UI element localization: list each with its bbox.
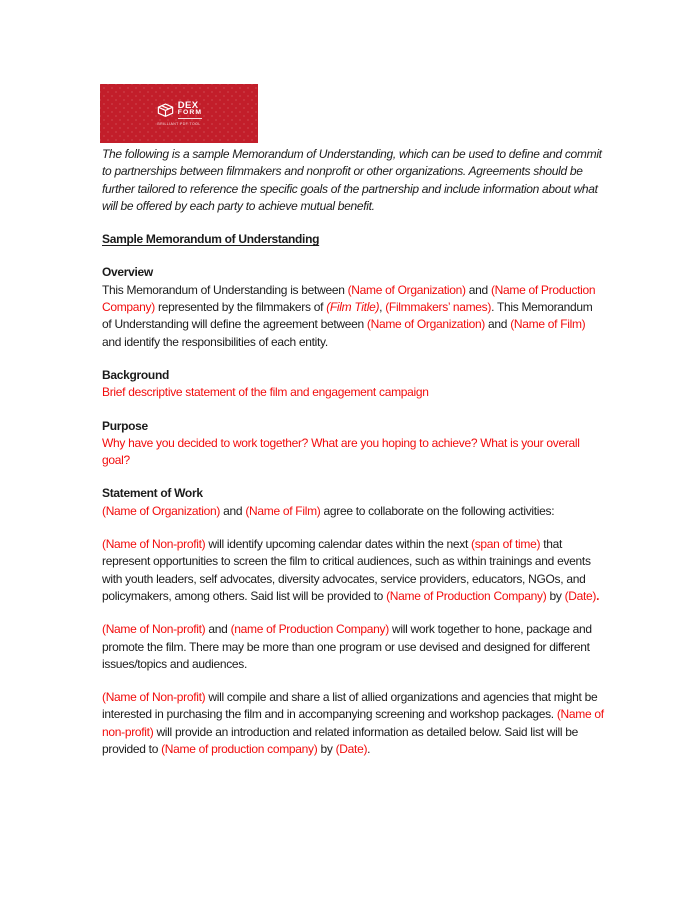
- text-run: (Name of Non-profit): [102, 690, 206, 705]
- text-run: and identify the responsibilities of each entity.: [102, 334, 328, 349]
- text-run: (span of time): [471, 537, 541, 552]
- text-run: .: [367, 742, 371, 757]
- logo-brand-bottom: FORM: [178, 110, 202, 119]
- paragraph: [102, 503, 604, 520]
- text-run: agree to collaborate on the following activities:: [320, 503, 555, 518]
- text-run: by: [546, 588, 565, 603]
- text-run: (Film Title): [326, 300, 380, 315]
- logo-brand: [178, 101, 202, 119]
- text-run: represented by the filmmakers of: [154, 300, 327, 315]
- paragraph: [102, 536, 604, 605]
- text-run: (Name of Non-profit): [102, 622, 206, 637]
- text-run: (name of Production Company): [230, 622, 389, 637]
- document-body: [102, 146, 604, 758]
- text-run: will work together to hone, package and promote the film. There may be more than one program or use devised and designed for different issues/topics and audiences.: [102, 622, 592, 671]
- text-run: and: [220, 503, 246, 518]
- section-heading: Statement of Work: [102, 486, 203, 501]
- section-heading: Background: [102, 367, 170, 382]
- text-run: (Name of Film): [245, 503, 321, 518]
- text-run: Why have you decided to work together? What are you hoping to achieve? What is your overall goal?: [102, 435, 580, 468]
- text-run: ,: [379, 300, 386, 315]
- sections-container: [102, 264, 604, 758]
- paragraph: [102, 282, 604, 351]
- paragraph: [102, 384, 604, 401]
- text-run: (Name of production company): [161, 742, 318, 757]
- text-run: will identify upcoming calendar dates within the next: [205, 537, 472, 552]
- section-overview: [102, 264, 604, 350]
- text-run: will compile and share a list of allied organizations and agencies that might be interested in purchasing the film and in accompanying screening and workshop packages.: [102, 690, 598, 722]
- text-run: and: [205, 622, 231, 637]
- package-box-icon: [156, 102, 175, 118]
- logo-row: [156, 101, 202, 119]
- text-run: This Memorandum of Understanding is between: [102, 282, 348, 297]
- text-run: Brief descriptive statement of the film and engagement campaign: [102, 385, 429, 400]
- text-run: (Name of Production Company): [102, 282, 596, 315]
- intro-paragraph: The following is a sample Memorandum of Understanding, which can be used to define and commit to partnerships between filmmakers and nonprofit or other organizations. Agreements should be further tailored to reference the specific goals of the partnership and include information about what will be offered by each party to achieve mutual benefit.: [102, 147, 602, 213]
- paragraph: [102, 435, 604, 470]
- section-statement-of-work: [102, 485, 604, 758]
- section-background: [102, 367, 604, 402]
- text-run: and: [485, 317, 511, 332]
- dexform-logo: [100, 84, 258, 143]
- text-run: by: [317, 742, 336, 757]
- section-heading: Overview: [102, 265, 153, 280]
- text-run: .: [596, 588, 600, 603]
- text-run: will provide an introduction and related information as detailed below. Said list will be provided to: [102, 724, 578, 757]
- text-run: . This Memorandum of Understanding will define the agreement between: [102, 300, 593, 332]
- logo-brand-top: DEX: [177, 99, 199, 111]
- logo-tagline: BRILLIANT PDF TOOL: [157, 122, 201, 127]
- text-run: (Name of Film): [510, 317, 586, 332]
- text-run: and: [465, 282, 491, 297]
- paragraph: [102, 689, 604, 758]
- document-title: Sample Memorandum of Understanding: [102, 232, 320, 247]
- paragraph: [102, 621, 604, 673]
- text-run: (Filmmakers’ names): [385, 300, 492, 315]
- text-run: (Name of Organization): [366, 317, 486, 332]
- text-run: (Name of Organization): [347, 282, 466, 297]
- text-run: (Name of Non-profit): [102, 537, 206, 552]
- text-run: that represent opportunities to screen the film to critical audiences, such as within trainings and events with youth leaders, self advocates, diversity advocates, service providers, educators, NGOs, and policymakers, among others. Said list will be provided to: [102, 537, 591, 603]
- text-run: (Date): [335, 742, 368, 757]
- text-run: (Name of non-profit): [102, 707, 604, 739]
- text-run: (Name of Organization): [102, 503, 221, 518]
- text-run: (Date): [564, 588, 597, 603]
- section-purpose: [102, 418, 604, 470]
- text-run: (Name of Production Company): [386, 588, 547, 603]
- section-heading: Purpose: [102, 418, 148, 433]
